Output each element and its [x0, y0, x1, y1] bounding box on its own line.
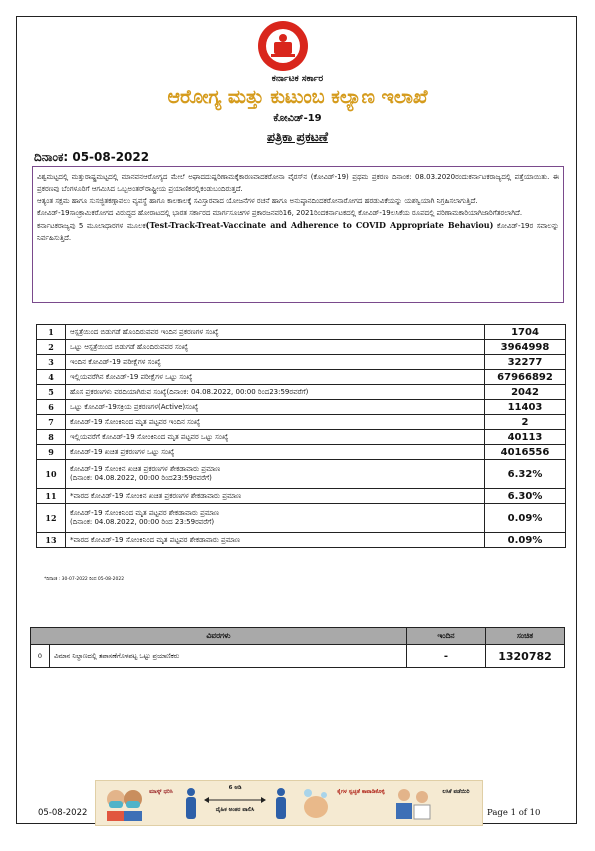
notice-paragraph: ಕೋವಿಡ್-19ಸಾಂಕ್ರಾಮಿಕರೋಗದ ವಿರುದ್ಧದ ಹೋರಾಟದಲ್ಲಿ ಭಾರತ ಸರ್ಕಾರದ ಮಾರ್ಗಸೂಚಿಗಳ ಪ್ರಕಾರಜನವರಿ16, 2021ರಿಂದಕರ್ನಾಟಕದಲ್ಲಿ ಕೋವಿಡ್-19ಲಸಿಕೆಯ ರೂಪದಲ್ಲಿ ಪರಿಣಾಮಕಾರಿಯಾಗಿಜಾರಿಗೆತರಲಾಗಿದೆ.	[37, 209, 523, 217]
karnataka-emblem-logo	[257, 20, 309, 72]
intro-notice-box	[32, 166, 564, 303]
row-number: 3	[37, 355, 66, 370]
row-number: 8	[37, 430, 66, 445]
vaccine-label: ಲಸಿಕೆ ಪಡೆಯಿರಿ	[442, 789, 470, 795]
row-label-text: ಕೋವಿಡ್-19 ಸೋಂಕಿನ ಖಚಿತ ಪ್ರಕರಣಗಳ ಶೇಕಡಾವಾರು ಪ್ರಮಾಣ	[70, 465, 221, 473]
column-header-details: ವಿವರಗಳು	[31, 628, 407, 645]
row-number: 0	[31, 645, 50, 668]
notice-text: ಕರ್ನಾಟಕರಾಜ್ಯವು 5 ಮೂಲಾಧಾರಗಳ ಮೂಲಕ	[37, 222, 146, 230]
table-row	[31, 645, 565, 668]
table-row	[37, 533, 566, 548]
covid-subtitle: ಕೋವಿಡ್-19	[273, 113, 322, 124]
today-value: -	[407, 645, 486, 668]
row-label	[66, 504, 485, 533]
footer-date: 05-08-2022	[38, 808, 88, 818]
row-label	[66, 325, 485, 340]
column-header-today: ಇಂದಿನ	[407, 628, 486, 645]
table-row	[37, 385, 566, 400]
row-label	[66, 460, 485, 489]
row-number: 13	[37, 533, 66, 548]
row-label	[66, 400, 485, 415]
table-header-row	[31, 628, 565, 645]
row-number: 9	[37, 445, 66, 460]
notice-paragraph: ಆತ್ಯಂತ ಸಕ್ಷಮ ಹಾಗೂ ಸುಸಜ್ಜಿತಕಣ್ಗಾವಲು ವ್ಯವಸ್ಥೆ ಹಾಗೂ ಕಾಲಕಾಲಕ್ಕೆ ಸವಿಸ್ತಾರವಾದ ಯೋಜನೆಗಳ ರಚನೆ ಹಾಗೂ ಅನುಷ್ಠಾನದಿಂದಕರೋನಾರೋಗದ ಹರಡುವಿಕೆಯನ್ನು ಯಶಸ್ವಿಯಾಗಿ ನಿಗ್ರಹಿಸಲಾಗುತ್ತಿದೆ.	[37, 197, 478, 205]
person-icon	[182, 787, 200, 821]
row-number: 1	[37, 325, 66, 340]
distance-label: ದೈಹಿಕ ಅಂತರ ಪಾಲಿಸಿ	[215, 807, 255, 813]
row-label	[66, 430, 485, 445]
row-value: 3964998	[485, 340, 566, 355]
row-label-text: ಕೋವಿಡ್-19 ಸೋಂಕಿನಿಂದ ಮೃತ ಪಟ್ಟವರ ಇಂದಿನ ಸಂಖ್ಯೆ	[70, 417, 201, 426]
page-number: Page 1 of 10	[487, 808, 541, 818]
row-label-text: ಕೋವಿಡ್-19 ಖಚಿತ ಪ್ರಕರಣಗಳ ಒಟ್ಟು ಸಂಖ್ಯೆ	[70, 447, 175, 456]
government-name: ಕರ್ನಾಟಕ ಸರ್ಕಾರ	[271, 74, 324, 84]
row-value: 1704	[485, 325, 566, 340]
release-date: ದಿನಾಂಕ: 05-08-2022	[34, 150, 150, 164]
row-label	[66, 533, 485, 548]
row-label-text: ಆಸ್ಪತ್ರೆಯಿಂದ ಬಿಡುಗಡೆ ಹೊಂದಿರುವವರ ಇಂದಿನ ಪ್ರಕರಣಗಳ ಸಂಖ್ಯೆ	[70, 327, 219, 336]
row-label	[66, 489, 485, 504]
row-value: 2042	[485, 385, 566, 400]
row-label-date: (ದಿನಾಂಕ: 04.08.2022, 00:00 ರಿಂದ 23:59ರವರೆಗೆ)	[70, 518, 215, 526]
row-label	[66, 385, 485, 400]
table-row	[37, 340, 566, 355]
table-row	[37, 370, 566, 385]
row-value: 0.09%	[485, 533, 566, 548]
hand-wash-icon	[300, 787, 332, 821]
row-number: 10	[37, 460, 66, 489]
row-label	[66, 370, 485, 385]
distance-top-label: 6 ಅಡಿ	[228, 785, 242, 791]
row-number: 7	[37, 415, 66, 430]
row-label-text: ಇಲ್ಲಿಯವರೆಗೆ ಕೋವಿಡ್-19 ಸೋಂಕಿನಿಂದ ಮೃತ ಪಟ್ಟವರ ಒಟ್ಟು ಸಂಖ್ಯೆ	[70, 432, 229, 441]
mask-label: ಮಾಸ್ಕ್ ಧರಿಸಿ	[149, 789, 173, 795]
table-row	[37, 355, 566, 370]
person-icon	[272, 787, 290, 821]
row-label-text: ಒಟ್ಟು ಕೋವಿಡ್-19ಸಕ್ರಿಯ ಪ್ರಕರಣಗಳ(Active)ಸಂಖ್ಯೆ	[70, 402, 199, 411]
table-row	[37, 430, 566, 445]
distance-arrow-icon	[204, 797, 266, 803]
row-label	[66, 445, 485, 460]
department-title: ಆರೋಗ್ಯ ಮತ್ತು ಕುಟುಂಬ ಕಲ್ಯಾಣ ಇಲಾಖೆ	[167, 86, 428, 108]
covid-appropriate-behaviour-banner	[95, 780, 483, 826]
row-number: 4	[37, 370, 66, 385]
row-label-text: ಕೋವಿಡ್-19 ಸೋಂಕಿನಿಂದ ಮೃತ ಪಟ್ಟವರ ಶೇಕಡಾವಾರು ಪ್ರಮಾಣ	[70, 509, 220, 517]
row-value: 2	[485, 415, 566, 430]
row-number: 2	[37, 340, 66, 355]
row-label	[66, 340, 485, 355]
column-header-cumulative: ಸಂಚಿತ	[486, 628, 565, 645]
row-value: 32277	[485, 355, 566, 370]
row-value: 40113	[485, 430, 566, 445]
row-number: 12	[37, 504, 66, 533]
row-value: 6.32%	[485, 460, 566, 489]
table-row	[37, 504, 566, 533]
row-number: 11	[37, 489, 66, 504]
row-value: 11403	[485, 400, 566, 415]
table-row	[37, 489, 566, 504]
row-value: 67966892	[485, 370, 566, 385]
masked-faces-icon	[104, 785, 144, 821]
row-label-text: *ವಾರದ ಕೋವಿಡ್-19 ಸೋಂಕಿನಿಂದ ಮೃತ ಪಟ್ಟವರ ಶೇಕಡಾವಾರು ಪ್ರಮಾಣ	[70, 535, 240, 544]
table-row	[37, 325, 566, 340]
row-number: 6	[37, 400, 66, 415]
hand-hygiene-label: ಕೈಗಳ ಸ್ವಚ್ಛತೆ ಕಾಪಾಡಿಕೊಳ್ಳಿ	[337, 789, 385, 795]
row-label: ವಿಮಾನ ನಿಲ್ದಾಣದಲ್ಲಿ ತಪಾಸಣೆಗೊಳಪಟ್ಟ ಒಟ್ಟು ಪ್ರಯಾಣಿಕರು	[50, 645, 407, 668]
covid-stats-table	[36, 324, 566, 548]
table-row	[37, 460, 566, 489]
row-label	[66, 355, 485, 370]
row-value: 6.30%	[485, 489, 566, 504]
notice-english-text: (Test-Track-Treat-Vaccinate and Adherence to COVID Appropriate Behaviou)	[145, 220, 494, 230]
row-label-text: ಇಂದಿನ ಕೋವಿಡ್-19 ಪರೀಕ್ಷೆಗಳ ಸಂಖ್ಯೆ	[70, 357, 161, 366]
row-label	[66, 415, 485, 430]
cumulative-value: 1320782	[486, 645, 565, 668]
row-value: 0.09%	[485, 504, 566, 533]
row-label-date: (ದಿನಾಂಕ: 04.08.2022, 00:00 ರಿಂದ23:59ರವರೆಗೆ)	[70, 474, 212, 482]
row-number: 5	[37, 385, 66, 400]
row-label-text: ಇಲ್ಲಿಯವರೆಗಿನ ಕೋವಿಡ್-19 ಪರೀಕ್ಷೆಗಳ ಒಟ್ಟು ಸಂಖ್ಯೆ	[70, 372, 193, 381]
notice-text: ಕೋವಿಡ್-19ರ ಸವಾಲನ್ನು ನಿರ್ವಹಿಸುತ್ತಿದೆ.	[37, 222, 560, 242]
notice-paragraph	[37, 219, 559, 244]
footnote: *ದಿನಾಂಕ : 30-07-2022 ರಿಂದ 05-08-2022	[44, 577, 125, 582]
row-label-text: ಹೊಸ ಪ್ರಕರಣಗಳು ವರದಿಯಾಗಿರುವ ಸಂಖ್ಯೆ(ದಿನಾಂಕ: 04.08.2022, 00:00 ರಿಂದ23:59ರವರೆಗೆ)	[70, 387, 309, 396]
row-label-text: *ವಾರದ ಕೋವಿಡ್-19 ಸೋಂಕಿನ ಖಚಿತ ಪ್ರಕರಣಗಳ ಶೇಕಡಾವಾರು ಪ್ರಮಾಣ	[70, 491, 242, 500]
table-row	[37, 445, 566, 460]
press-release-heading: ಪತ್ರಿಕಾ ಪ್ರಕಟಣೆ	[266, 129, 328, 144]
notice-paragraph: ವಿಶ್ವಮಟ್ಟದಲ್ಲಿ ಮತ್ತುರಾಷ್ಟ್ರಮಟ್ಟದಲ್ಲಿ ಮಾನವನಆರೋಗ್ಯದ ಮೇಲೆ ಅಘಾದದುಷ್ಪರಿಣಾಮಕ್ಕೆಕಾರಣವಾದಕರೋನಾ ವೈರಸ್‌ನ (ಕೋವಿಡ್-19) ಪ್ರಥಮ ಪ್ರಕರಣ ದಿನಾಂಕ: 08.03.2020ರಂದುಕರ್ನಾಟಕರಾಜ್ಯದಲ್ಲಿ ಪತ್ತೆಯಾಯಿತು. ಈ ಪ್ರಕರಣವು ಬೆಂಗಳೂರಿಗೆ ಆಗಮಿಸಿದ ಒಬ್ಬಅಂತರ್‌ರಾಷ್ಟ್ರೀಯ ಪ್ರಯಾಣಿಕರಲ್ಲಿಕಂಡುಬಂದಿರುತ್ತದೆ.	[37, 173, 559, 193]
vaccination-icon	[392, 785, 432, 821]
table-row	[37, 415, 566, 430]
table-row	[37, 400, 566, 415]
row-value: 4016556	[485, 445, 566, 460]
airport-screening-table	[30, 627, 565, 668]
row-label-text: ಒಟ್ಟು ಆಸ್ಪತ್ರೆಯಿಂದ ಬಿಡುಗಡೆ ಹೊಂದಿರುವವರ ಸಂಖ್ಯೆ	[70, 342, 189, 351]
